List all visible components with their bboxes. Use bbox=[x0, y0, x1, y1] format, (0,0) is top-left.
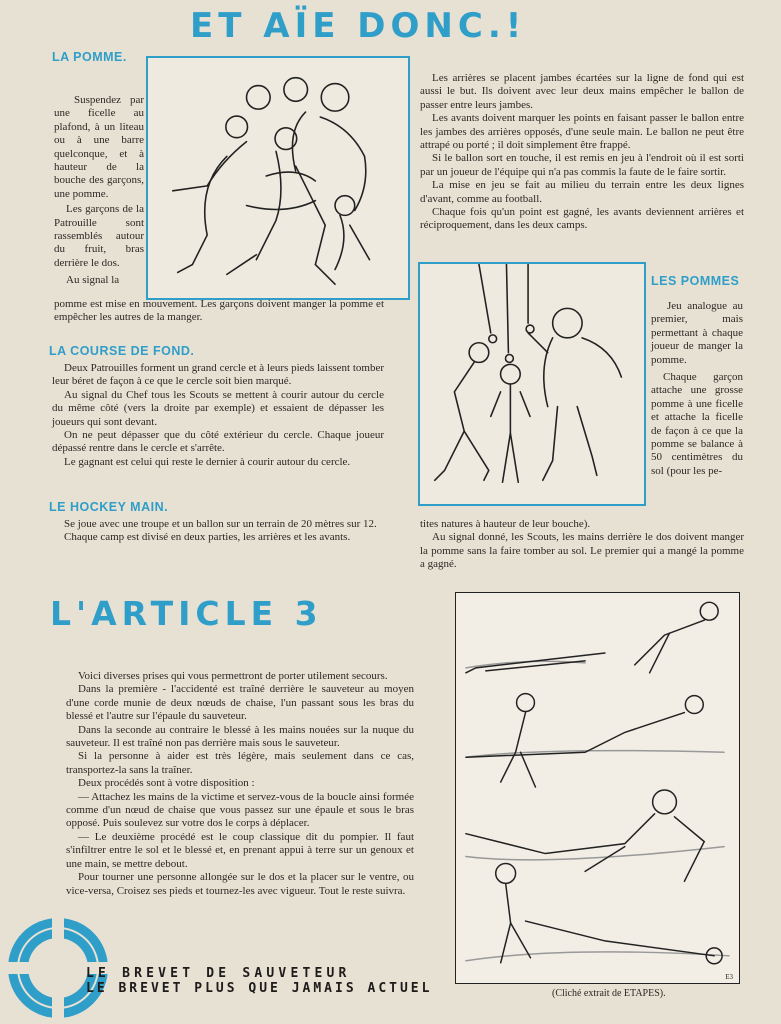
hockey-main-text bbox=[52, 518, 384, 545]
illustration-signature: E3 bbox=[725, 973, 733, 981]
illustration-rescue-holds bbox=[455, 592, 740, 984]
course-de-fond-text bbox=[52, 362, 384, 469]
paragraph: Chaque fois qu'un point est gagné, les avants deviennent arrières et réciproquement, dans les deux camps. bbox=[420, 206, 744, 232]
paragraph: Au signal du Chef tous les Scouts se mettent à courir autour du cercle du même côté (vers la droite par exemple) et essaient de dépasser les joueurs qui sont devant. bbox=[52, 388, 384, 428]
paragraph: Deux procédés sont à votre disposition : bbox=[78, 777, 255, 790]
article-title: L'ARTICLE 3 bbox=[50, 594, 323, 633]
section-heading-hockey-main: LE HOCKEY MAIN. bbox=[49, 500, 169, 514]
la-pomme-continuation bbox=[54, 298, 384, 325]
banner-line-1: LE BREVET DE SAUVETEUR bbox=[86, 966, 351, 981]
paragraph: Les garçons de la Patrouille sont rassemblés autour du fruit, bras derrière le dos. bbox=[54, 203, 144, 269]
paragraph: Si le ballon sort en touche, il est remis en jeu à l'endroit où il est sorti par un joueur de l'équipe qui n'a pas commis la faute de le faire sortir. bbox=[420, 152, 744, 178]
paragraph: On ne peut dépasser que du côté extérieur du cercle. Chaque joueur dépassé rentre dans le cercle et s'arrête. bbox=[52, 429, 384, 455]
paragraph: Le gagnant est celui qui reste le dernier à courir autour du cercle. bbox=[64, 455, 351, 468]
page-title: ET AÏE DONC.! bbox=[190, 6, 527, 46]
paragraph: Chaque camp est divisé en deux parties, les arrières et les avants. bbox=[64, 531, 351, 544]
paragraph: tites natures à hauteur de leur bouche). bbox=[420, 518, 591, 530]
paragraph: pomme est mise en mouvement. Les garçons doivent manger la pomme et empêcher les autres de la manger. bbox=[54, 298, 384, 324]
paragraph: Dans la seconde au contraire le blessé à les mains nouées sur la nuque du sauveteur. Il est traîné non pas derrière mais sous le sauveteur. bbox=[66, 723, 414, 750]
paragraph: — Le deuxième procédé est le coup classique dit du pompier. Il faut s'infiltrer entre le sol et le blessé et, en prenant appui à terre sur un genoux et une main, se mettre debout. bbox=[66, 830, 414, 870]
brevet-banner bbox=[86, 966, 432, 996]
paragraph: — Attachez les mains de la victime et servez-vous de la boucle ainsi formée comme d'un nœud de chaise que vous passez sur une épaule et sous le bras opposé. Puis soulevez sur votre dos le corps à déplacer. bbox=[66, 790, 414, 830]
paragraph: Les arrières se placent jambes écartées sur la ligne de fond qui est aussi le but. Ils doivent avec leur deux mains empêcher le ballon de passer entre leurs jambes. bbox=[420, 72, 744, 111]
section-heading-course-de-fond: LA COURSE DE FOND. bbox=[49, 344, 195, 358]
hockey-main-right-text bbox=[420, 72, 744, 233]
rescue-techniques-drawing bbox=[456, 593, 739, 983]
image-caption: (Cliché extrait de ETAPES). bbox=[552, 988, 666, 999]
banner-line-2: LE BREVET PLUS QUE JAMAIS ACTUEL bbox=[86, 981, 433, 996]
paragraph: Pour tourner une personne allongée sur le dos et la placer sur le ventre, ou vice-versa, Croisez ses pieds et tournez-les avec vigueur. Tout le reste suivra. bbox=[66, 871, 414, 897]
paragraph: Jeu analogue au premier, mais permettant à chaque joueur de manger la pomme. bbox=[651, 300, 743, 366]
paragraph: Au signal donné, les Scouts, les mains derrière le dos doivent manger la pomme sans la faire tomber au sol. Le premier qui a mangé la pomme a gagné. bbox=[420, 531, 744, 571]
section-heading-la-pomme: LA POMME. bbox=[52, 50, 127, 64]
paragraph: Se joue avec une troupe et un ballon sur un terrain de 20 mètres sur 12. bbox=[64, 518, 377, 530]
paragraph: La mise en jeu se fait au milieu du terrain entre les deux lignes d'avant, comme au football. bbox=[420, 179, 744, 205]
paragraph: Les avants doivent marquer les points en faisant passer le ballon entre les jambes des arrières opposés, d'une seule main. Le ballon ne peut être attrapé ou porté ; il doit simplement être frappé. bbox=[420, 112, 744, 152]
paragraph: Voici diverses prises qui vous permettront de porter utilement secours. bbox=[78, 670, 388, 682]
paragraph: Au signal la bbox=[66, 274, 120, 287]
paragraph: Suspendez par une ficelle au plafond, à un liteau ou à une barre quelconque, et à hauteur de la bouche des garçons, une pomme. bbox=[54, 94, 144, 200]
paragraph: Chaque garçon attache une grosse pomme à une ficelle et attache la ficelle de façon à ce que la pomme se balance à 50 centimètres du sol (pour les pe- bbox=[651, 371, 743, 477]
paragraph: Dans la première - l'accidenté est traîné derrière le sauveteur au moyen d'une corde munie de deux nœuds de chaise, l'un passant sous les bras du blessé et l'autre sur l'épaule du sauveteur. bbox=[66, 683, 414, 723]
article-text bbox=[66, 670, 414, 898]
section-heading-les-pommes: LES POMMES bbox=[651, 274, 740, 288]
scouts-with-hanging-apples-drawing bbox=[420, 264, 644, 504]
la-pomme-column bbox=[54, 94, 144, 288]
paragraph: Deux Patrouilles forment un grand cercle et à leurs pieds laissent tomber leur béret de façon à ce que le cercle soit bien marqué. bbox=[52, 362, 384, 388]
illustration-la-pomme bbox=[146, 56, 410, 300]
illustration-les-pommes bbox=[418, 262, 646, 506]
scouts-around-apple-drawing bbox=[148, 58, 408, 298]
les-pommes-column bbox=[651, 300, 743, 478]
les-pommes-continuation bbox=[420, 518, 744, 572]
paragraph: Si la personne à aider est très légère, mais seulement dans ce cas, transportez-la sans la traîner. bbox=[66, 750, 414, 776]
